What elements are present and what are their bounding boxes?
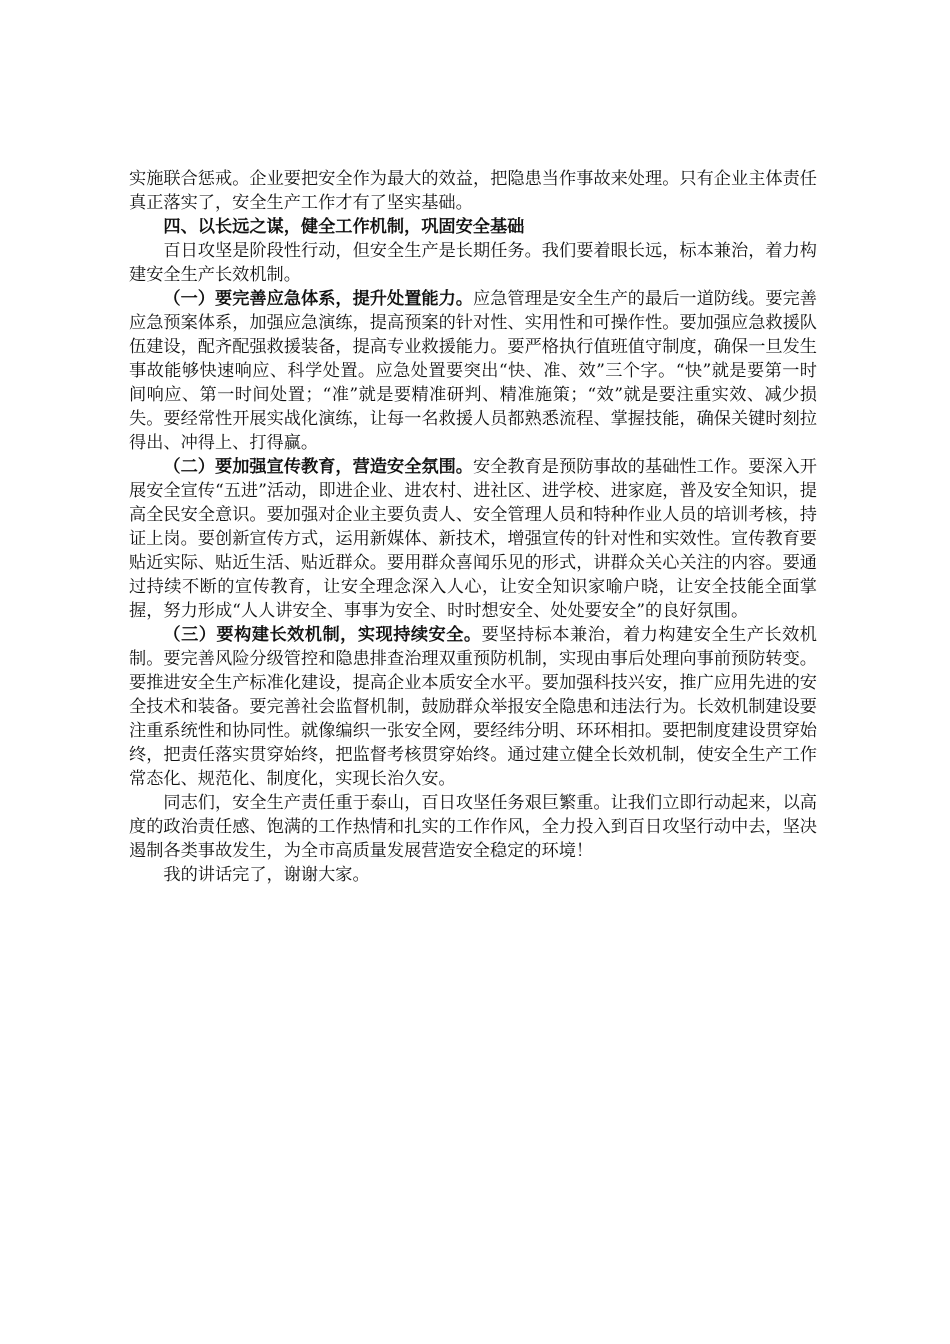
paragraph-intro: 百日攻坚是阶段性行动，但安全生产是长期任务。我们要着眼长远，标本兼治，着力构建安全生产长效机制。 bbox=[129, 241, 817, 285]
paragraph-publicity-education bbox=[129, 455, 817, 623]
paragraph-lead-heading: （一）要完善应急体系，提升处置能力。 bbox=[163, 289, 473, 309]
document-body bbox=[129, 167, 817, 887]
paragraph-emergency-system bbox=[129, 287, 817, 455]
paragraph-lead-heading: （二）要加强宣传教育，营造安全氛围。 bbox=[163, 457, 473, 477]
section-heading: 四、以长远之谋，健全工作机制，巩固安全基础 bbox=[163, 217, 525, 237]
paragraph-text: 要坚持标本兼治，着力构建安全生产长效机制。要完善风险分级管控和隐患排查治理双重预防机制，实现由事后处理向事前预防转变。要推进安全生产标准化建设，提高企业本质安全水平。要加强科技兴安，推广应用先进的安全技术和装备。要完善社会监督机制，鼓励群众举报安全隐患和违法行为。长效机制建设要注重系统性和协同性。就像编织一张安全网，要经纬分明、环环相扣。要把制度建设贯穿始终，把责任落实贯穿始终，把监督考核贯穿始终。通过建立健全长效机制，使安全生产工作常态化、规范化、制度化，实现长治久安。 bbox=[129, 625, 817, 789]
paragraph-call-to-action: 同志们，安全生产责任重于泰山，百日攻坚任务艰巨繁重。让我们立即行动起来，以高度的政治责任感、饱满的工作热情和扎实的工作作风，全力投入到百日攻坚行动中去，坚决遏制各类事故发生，为全市高质量发展营造安全稳定的环境！ bbox=[129, 793, 817, 861]
paragraph-lead-heading: （三）要构建长效机制，实现持续安全。 bbox=[163, 625, 482, 645]
paragraph-text: 应急管理是安全生产的最后一道防线。要完善应急预案体系，加强应急演练，提高预案的针对性、实用性和可操作性。要加强应急救援队伍建设，配齐配强救援装备，提高专业救援能力。要严格执行值班值守制度，确保一旦发生事故能够快速响应、科学处置。应急处置要突出“快、准、效”三个字。“快”就是要第一时间响应、第一时间处置；“准”就是要精准研判、精准施策；“效”就是要注重实效、减少损失。要经常性开展实战化演练，让每一名救援人员都熟悉流程、掌握技能，确保关键时刻拉得出、冲得上、打得赢。 bbox=[129, 289, 817, 453]
paragraph-long-term-mechanism bbox=[129, 623, 817, 791]
paragraph-text: 安全教育是预防事故的基础性工作。要深入开展安全宣传“五进”活动，即进企业、进农村、进社区、进学校、进家庭，普及安全知识，提高全民安全意识。要加强对企业主要负责人、安全管理人员和特种作业人员的培训考核，持证上岗。要创新宣传方式，运用新媒体、新技术，增强宣传的针对性和实效性。宣传教育要贴近实际、贴近生活、贴近群众。要用群众喜闻乐见的形式，讲群众关心关注的内容。要通过持续不断的宣传教育，让安全理念深入人心，让安全知识家喻户晓，让安全技能全面掌握，努力形成“人人讲安全、事事为安全、时时想安全、处处要安全”的良好氛围。 bbox=[129, 457, 817, 621]
paragraph-continuation: 实施联合惩戒。企业要把安全作为最大的效益，把隐患当作事故来处理。只有企业主体责任真正落实了，安全生产工作才有了坚实基础。 bbox=[129, 169, 817, 213]
paragraph-closing: 我的讲话完了，谢谢大家。 bbox=[163, 865, 370, 885]
